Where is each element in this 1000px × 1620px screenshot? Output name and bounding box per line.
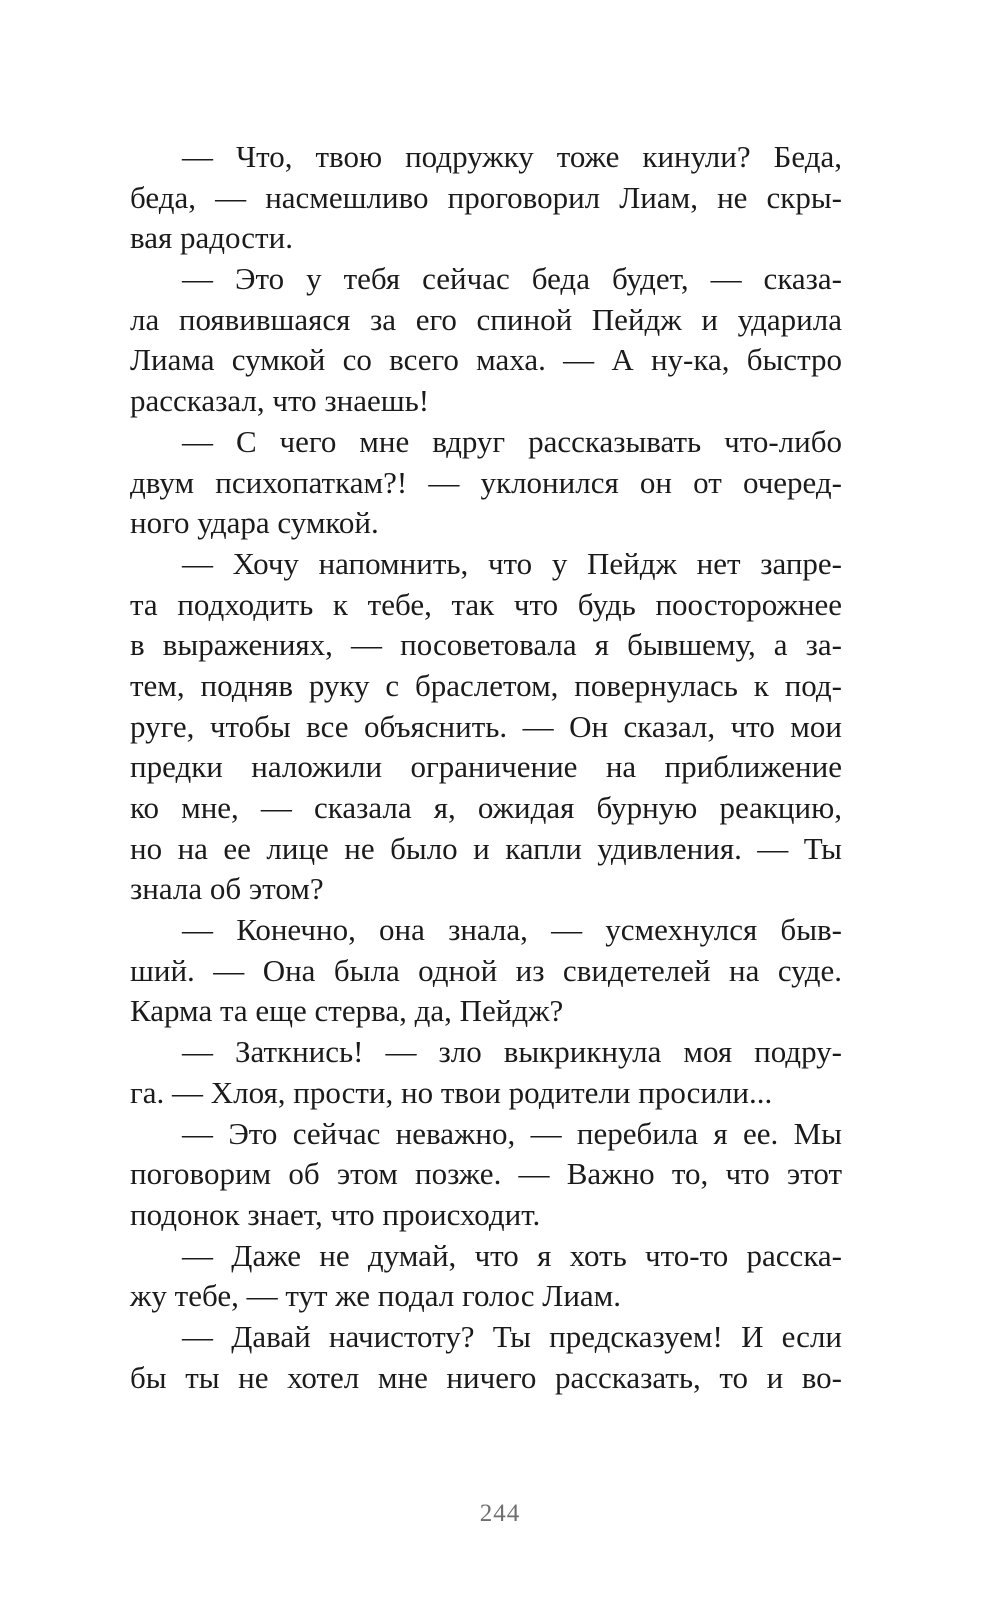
page-number: 244 <box>479 1500 521 1527</box>
text-line: — Даже не думай, что я хоть что-то расска- <box>182 1237 842 1273</box>
text-line: га. — Хлоя, прости, но твои родители просили... <box>130 1074 773 1110</box>
text-line: ко мне, — сказала я, ожидая бурную реакцию, <box>130 790 842 825</box>
text-line: руге, чтобы все объяснить. — Он сказал, что мои <box>130 708 842 744</box>
text-line: ла появившаяся за его спиной Пейдж и ударила <box>130 301 842 337</box>
text-line: подонок знает, что происходит. <box>130 1196 541 1232</box>
text-line: — Это сейчас неважно, — перебила я ее. Мы <box>182 1115 842 1151</box>
text-line: рассказал, что знаешь! <box>130 383 430 419</box>
text-line: вая радости. <box>130 220 293 256</box>
text-line: в выражениях, — посоветовала я бывшему, а за- <box>130 627 842 663</box>
text-line: — Что, твою подружку тоже кинули? Беда, <box>182 139 842 174</box>
text-line: беда, — насмешливо проговорил Лиам, не скры- <box>130 179 842 215</box>
text-line: — Конечно, она знала, — усмехнулся быв- <box>182 912 842 948</box>
text-line: Карма та еще стерва, да, Пейдж? <box>130 993 564 1029</box>
body-text <box>130 137 842 1398</box>
text-line: ший. — Она была одной из свидетелей на суде. <box>130 952 842 988</box>
text-line: — Заткнись! — зло выкрикнула моя подру- <box>182 1034 842 1070</box>
text-line: ного удара сумкой. <box>130 505 379 541</box>
text-line: двум психопаткам?! — уклонился он от очеред- <box>130 464 842 500</box>
text-line: поговорим об этом позже. — Важно то, что этот <box>130 1156 842 1192</box>
text-line: Лиама сумкой со всего маха. — А ну-ка, быстро <box>130 342 842 378</box>
text-line: но на ее лице не было и капли удивления. — Ты <box>130 830 842 866</box>
text-line: бы ты не хотел мне ничего рассказать, то и во- <box>130 1359 842 1395</box>
text-line: — Хочу напомнить, что у Пейдж нет запре- <box>182 545 842 581</box>
text-line: тем, подняв руку с браслетом, повернулась к под- <box>130 667 842 703</box>
text-line: — С чего мне вдруг рассказывать что-либо <box>182 423 842 459</box>
text-line: жу тебе, — тут же подал голос Лиам. <box>130 1278 622 1314</box>
text-line: — Давай начистоту? Ты предсказуем! И если <box>182 1318 842 1354</box>
text-line: предки наложили ограничение на приближение <box>130 749 842 785</box>
text-line: знала об этом? <box>130 871 324 907</box>
text-line: та подходить к тебе, так что будь поосторожнее <box>130 586 842 622</box>
text-line: — Это у тебя сейчас беда будет, — сказа- <box>182 261 842 297</box>
